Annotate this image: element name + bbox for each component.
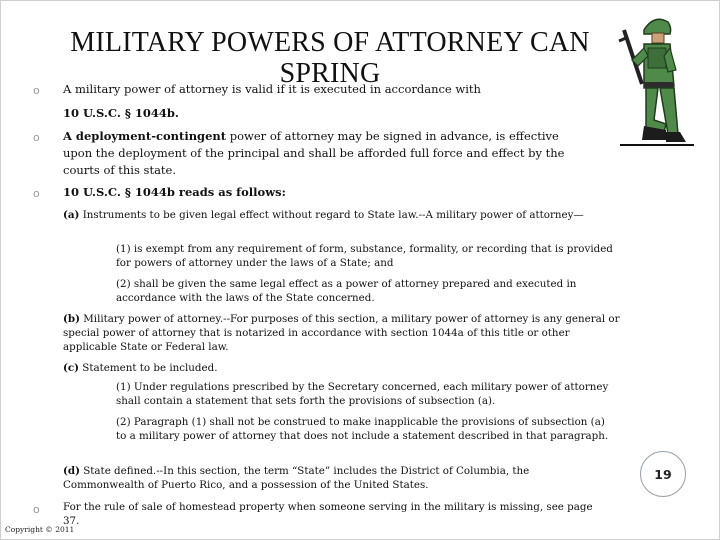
statute-b-label: (b) — [63, 313, 80, 325]
statute-a — [63, 208, 613, 222]
slide-title: MILITARY POWERS OF ATTORNEY CAN SPRING — [70, 27, 590, 89]
bullet-3: 10 U.S.C. § 1044b reads as follows: — [63, 185, 286, 199]
bullet-2-line-1 — [63, 128, 623, 145]
statute-c-label: (c) — [63, 362, 80, 374]
soldier-clipart-icon — [614, 8, 696, 148]
bullet-marker: o — [33, 131, 40, 144]
statute-c1: (1) Under regulations prescribed by the Secretary concerned, each military power of attorney shall contain a statement that sets forth the provisions of subsection (a). — [116, 381, 609, 407]
bullet-2-bold: A deployment-contingent — [63, 129, 227, 143]
statute-d — [63, 464, 603, 492]
bullet-1-line-1: A military power of attorney is valid if it is executed in accordance with — [63, 82, 481, 96]
bullet-4: For the rule of sale of homestead property when someone serving in the military is missing, see page 37. — [63, 501, 593, 527]
bullet-marker: o — [33, 187, 40, 200]
statute-d-label: (d) — [63, 465, 80, 477]
statute-c-text: Statement to be included. — [79, 362, 218, 374]
bullet-marker: o — [33, 84, 40, 97]
statute-c — [63, 361, 218, 375]
copyright-notice: Copyright © 2011 — [5, 525, 75, 534]
statute-c2: (2) Paragraph (1) shall not be construed to make inapplicable the provisions of subsection (a) to a military power of attorney that does not include a statement described in that paragraph. — [116, 416, 609, 442]
statute-a-label: (a) — [63, 209, 80, 221]
bullet-1-line-2: 10 U.S.C. § 1044b. — [63, 106, 179, 120]
statute-b — [63, 312, 623, 354]
statute-a-text: Instruments to be given legal effect without regard to State law.--A military power of attorney— — [79, 209, 584, 221]
bullet-marker: o — [33, 503, 40, 516]
bullet-2-line-2: upon the deployment of the principal and shall be afforded full force and effect by the — [63, 146, 565, 160]
bullet-2-line-3: courts of this state. — [63, 163, 177, 177]
statute-a2: (2) shall be given the same legal effect as a power of attorney prepared and executed in accordance with the laws of the State concerned. — [116, 278, 577, 304]
page-number-badge: 19 — [640, 451, 686, 497]
statute-a1: (1) is exempt from any requirement of form, substance, formality, or recording that is provided for powers of attorney under the laws of a State; and — [116, 243, 613, 269]
statute-d-text: State defined.--In this section, the term “State” includes the District of Columbia, the Commonwealth of Puerto Rico, and a possession of the United States. — [63, 465, 530, 491]
bullet-2-text: power of attorney may be signed in advance, is effective — [226, 129, 559, 143]
statute-b-text: Military power of attorney.--For purposes of this section, a military power of attorney is any general or special power of attorney that is notarized in accordance with section 1044a of this title or other applicable State or Federal law. — [63, 313, 620, 353]
